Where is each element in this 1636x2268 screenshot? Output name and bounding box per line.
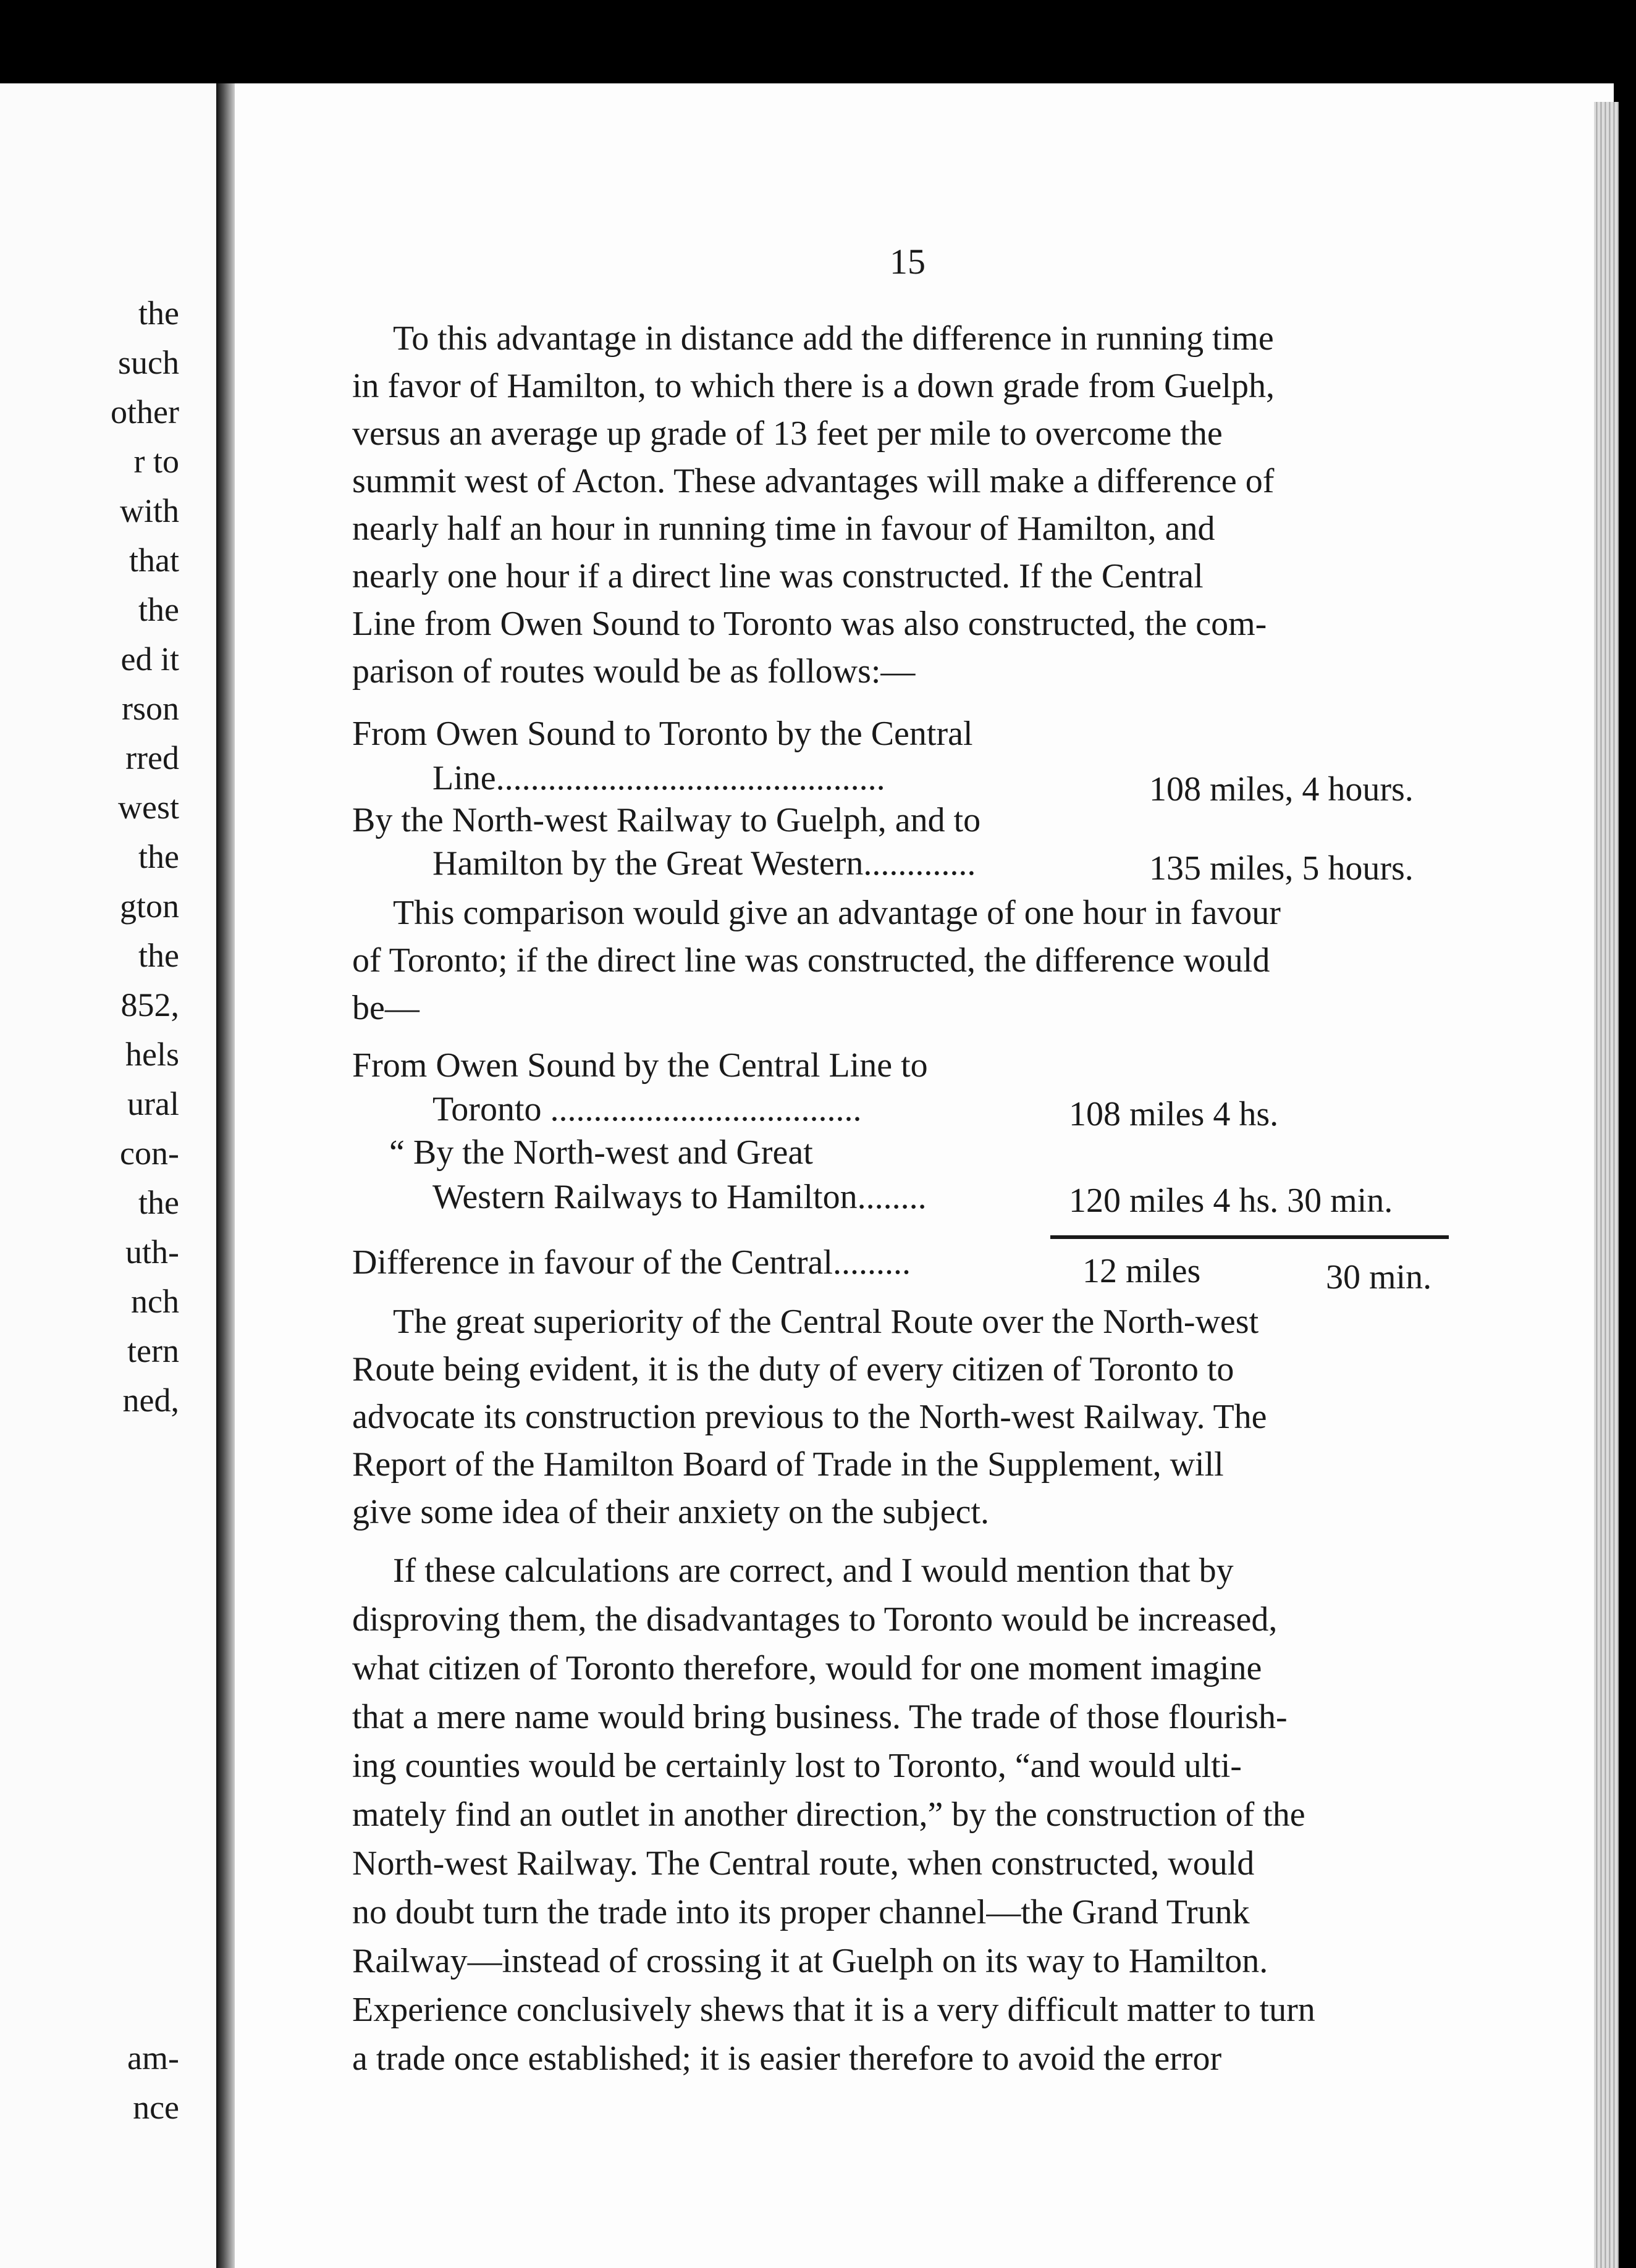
text-line: nearly half an hour in running time in favour of Hamilton, and [352,510,1215,548]
text-line: that a mere name would bring business. The trade of those flourish- [352,1698,1288,1736]
left-fragment: tern [127,1332,179,1369]
left-fragment: 852, [120,986,179,1023]
text-line: Railway—instead of crossing it at Guelph on its way to Hamilton. [352,1942,1268,1980]
route-line: From Owen Sound by the Central Line to [352,1046,928,1085]
text-line: in favor of Hamilton, to which there is a down grade from Guelph, [352,367,1275,405]
page-body [352,0,1458,2268]
text-line: If these calculations are correct, and I would mention that by [393,1552,1234,1590]
text-line: disproving them, the disadvantages to Toronto would be increased, [352,1600,1278,1639]
left-fragment: nch [131,1283,179,1320]
left-fragment: am- [127,2039,179,2077]
text-line: no doubt turn the trade into its proper channel—the Grand Trunk [352,1893,1250,1931]
text-line: Experience conclusively shews that it is a very difficult matter to turn [352,1991,1315,2029]
route-line: By the North-west Railway to Guelph, and to [352,801,981,839]
text-line: of Toronto; if the direct line was constructed, the difference would [352,941,1270,980]
route-value: 108 miles 4 hs. [1069,1095,1279,1133]
route-line: Line............................................. [432,759,885,797]
left-fragment: r to [133,443,179,480]
left-fragment: ned, [122,1382,179,1419]
text-line: The great superiority of the Central Route over the North-west [393,1303,1259,1341]
left-fragment: hels [125,1036,179,1073]
route-line: From Owen Sound to Toronto by the Central [352,715,973,753]
route-line: “ By the North-west and Great [389,1133,813,1172]
text-line: nearly one hour if a direct line was constructed. If the Central [352,557,1204,595]
text-line: Route being evident, it is the duty of every citizen of Toronto to [352,1350,1234,1388]
text-line: parison of routes would be as follows:— [352,652,916,691]
route-line: Western Railways to Hamilton........ [432,1178,927,1216]
left-fragment: gton [119,888,179,925]
left-fragment: ed it [120,640,179,678]
text-line: This comparison would give an advantage of one hour in favour [393,894,1281,932]
text-line: give some idea of their anxiety on the subject. [352,1493,990,1531]
left-fragment: that [129,542,179,579]
left-fragment: the [138,838,179,875]
left-fragment: such [118,344,179,381]
text-line: summit west of Acton. These advantages will make a difference of [352,462,1275,500]
text-line: mately find an outlet in another direction,” by the construction of the [352,1796,1305,1834]
left-fragment: with [119,492,179,529]
difference-miles: 12 miles [1082,1252,1201,1290]
text-line: advocate its construction previous to the North-west Railway. The [352,1398,1267,1436]
page-edge [1594,102,1619,2268]
route-value: 135 miles, 5 hours. [1149,849,1414,888]
text-line: be— [352,989,420,1027]
left-fragment: uth- [125,1233,179,1270]
page-number: 15 [890,242,926,282]
text-line: Line from Owen Sound to Toronto was also constructed, the com- [352,605,1267,643]
left-fragment: rred [125,739,179,776]
route-line: Hamilton by the Great Western............. [432,844,976,883]
left-fragment: ural [127,1085,179,1122]
left-fragment: the [138,1184,179,1221]
left-fragment: nce [133,2089,179,2126]
left-fragment: west [118,789,179,826]
left-fragment: rson [122,690,179,727]
left-fragment: con- [120,1135,179,1172]
text-line: Report of the Hamilton Board of Trade in the Supplement, will [352,1445,1224,1484]
sum-rule [1050,1235,1449,1239]
left-page-fragment [0,83,216,2268]
text-line: what citizen of Toronto therefore, would for one moment imagine [352,1649,1262,1687]
text-line: North-west Railway. The Central route, when constructed, would [352,1844,1255,1883]
route-value: 108 miles, 4 hours. [1149,770,1414,808]
text-line: ing counties would be certainly lost to Toronto, “and would ulti- [352,1747,1242,1785]
text-line: versus an average up grade of 13 feet per mile to overcome the [352,414,1223,453]
text-line: To this advantage in distance add the difference in running time [393,319,1274,358]
difference-label: Difference in favour of the Central......... [352,1243,911,1282]
left-fragment: the [138,591,179,628]
left-fragment: the [138,295,179,332]
route-line: Toronto .................................... [432,1090,862,1128]
book-gutter [216,83,235,2268]
route-value: 120 miles 4 hs. 30 min. [1069,1182,1393,1220]
left-fragment: other [111,393,179,430]
difference-time: 30 min. [1326,1258,1432,1296]
text-line: a trade once established; it is easier therefore to avoid the error [352,2039,1222,2078]
left-fragment: the [138,937,179,974]
